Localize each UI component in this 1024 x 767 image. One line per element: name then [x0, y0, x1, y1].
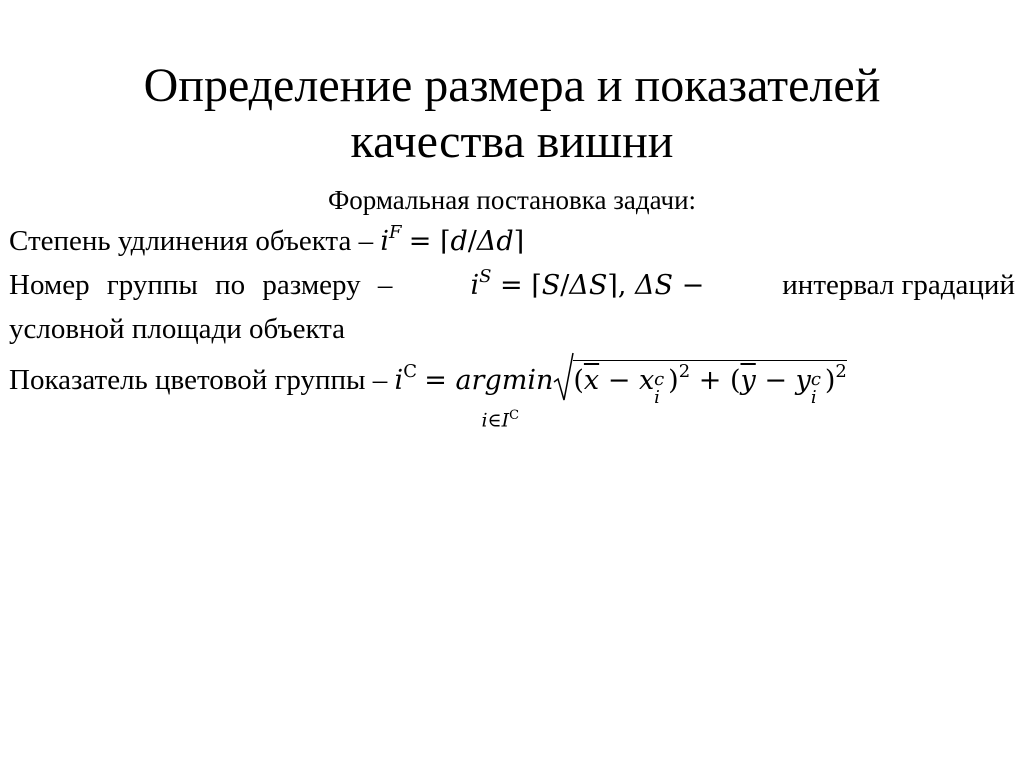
color-group-label: Показатель цветовой группы –	[9, 364, 388, 396]
size-group-label: Номер группы по размеру –	[9, 269, 393, 301]
size-group-formula: $i^S$ = ⌈S/ΔS⌉, ΔS −	[470, 266, 705, 301]
title-line-1: Определение размера и показателей	[143, 59, 881, 112]
elongation-line: Степень удлинения объекта – $i^F$ = ⌈d/Δd⌉	[9, 222, 525, 257]
argmin-operator: argmin $i\in I^С$	[455, 365, 554, 432]
color-group-line: Показатель цветовой группы – $i^С = argmin$ $i\in I^С$ ($\overline{x} - x$ c i )$^2 + (\overline{y} - y$ c i )$^2$	[9, 360, 847, 398]
slide-title	[0, 58, 1024, 170]
sqrt-expression: ($\overline{x} - x$ c i )$^2 + (\overline{y} - y$ c i )$^2$	[553, 360, 846, 398]
size-group-line	[9, 268, 1015, 303]
color-group-formula: $i^С$	[394, 361, 417, 396]
elongation-formula: $i^F$	[380, 222, 402, 257]
size-group-line-2: условной площади объекта	[9, 313, 346, 345]
subtitle: Формальная постановка задачи:	[327, 185, 697, 215]
size-group-tail: интервал градаций	[782, 269, 1015, 301]
title-line-2: качества вишни	[350, 115, 674, 168]
elongation-label: Степень удлинения объекта –	[9, 225, 374, 257]
